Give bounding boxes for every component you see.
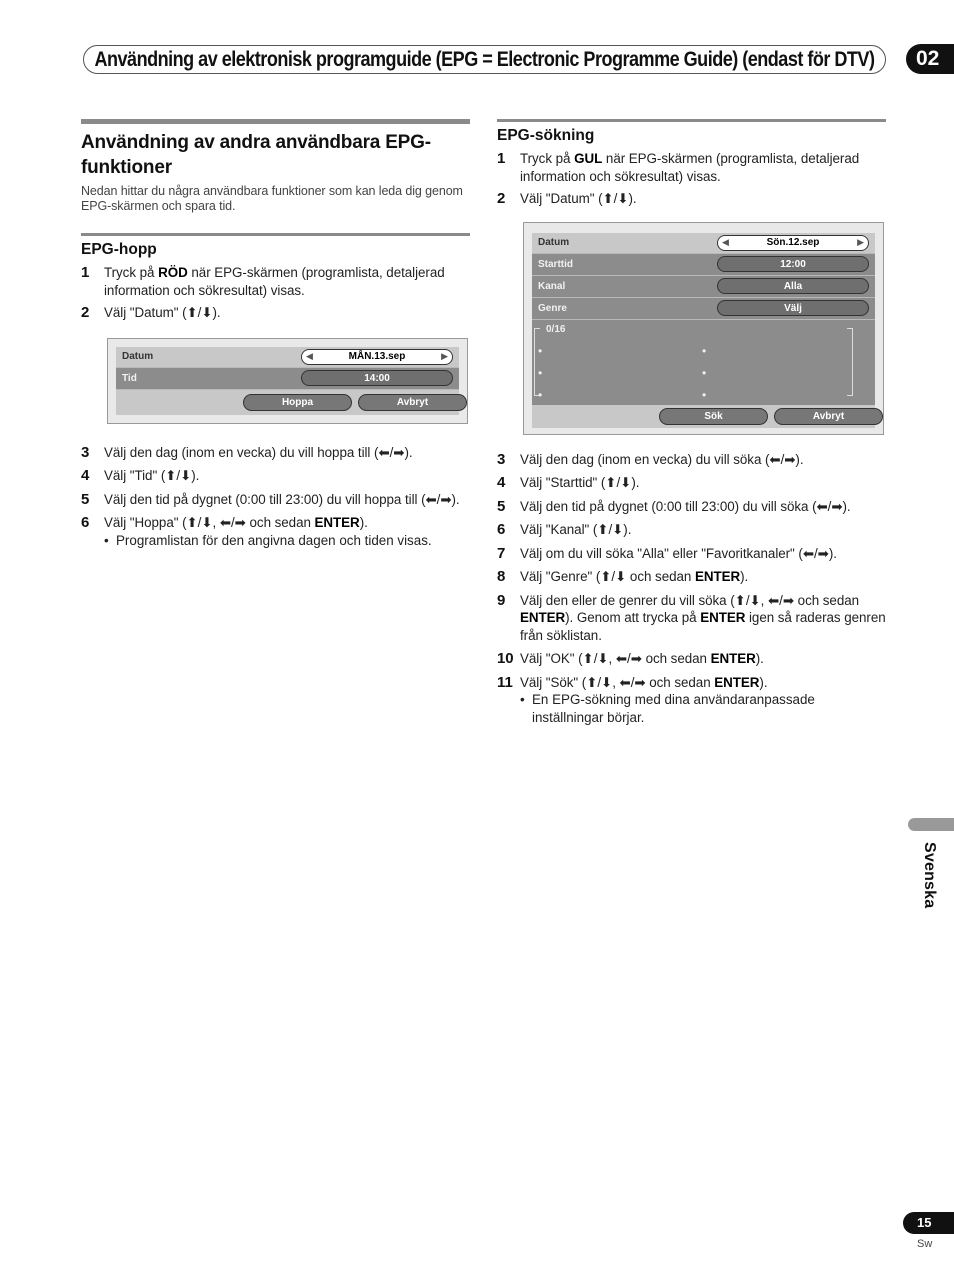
section-intro: Nedan hittar du några användbara funktioner som kan leda dig genom EPG-skärmen och spara tid. — [81, 184, 463, 213]
genre-count: 0/16 — [546, 323, 566, 335]
screen-row-starttid — [532, 254, 875, 276]
step-text: Välj "Hoppa" (⬆/⬇, ⬅/➡ och sedan — [104, 515, 315, 530]
step-item — [497, 190, 886, 208]
step-number: 10 — [497, 650, 514, 667]
language-tab — [908, 818, 954, 831]
epg-jump-screen — [107, 338, 468, 424]
list-item-dot: • — [538, 343, 543, 358]
step-text: Välj "Kanal" (⬆/⬇). — [520, 522, 632, 537]
screen-row-kanal — [532, 276, 875, 298]
step-number: 1 — [497, 150, 506, 167]
step-item — [497, 545, 886, 563]
step-number: 9 — [497, 591, 506, 609]
step-number: 6 — [497, 521, 506, 538]
step-text: Välj "Tid" (⬆/⬇). — [104, 468, 200, 483]
step-number: 8 — [497, 568, 506, 585]
epg-search-screen — [523, 222, 884, 435]
step-text: Tryck på — [520, 151, 575, 166]
date-value: MÅN.13.sep — [348, 351, 406, 362]
bullet-item — [81, 532, 470, 550]
step-item — [81, 467, 470, 485]
step-text: Välj "Sök" (⬆/⬇, ⬅/➡ och sedan — [520, 674, 715, 690]
key-label: RÖD — [158, 265, 188, 280]
step-item — [81, 491, 470, 509]
bullet-text: En EPG-sökning med dina användaranpassade inställningar börjar. — [532, 692, 815, 725]
step-number: 5 — [81, 490, 90, 508]
step-text: ). — [759, 674, 768, 690]
list-bracket — [534, 328, 543, 396]
section-rule — [81, 119, 470, 124]
screen-row-label: Datum — [538, 237, 570, 248]
key-label: ENTER — [314, 515, 360, 530]
bullet-item — [497, 691, 886, 726]
key-label: ENTER — [714, 674, 760, 690]
step-text: Tryck på — [104, 265, 159, 280]
date-selector[interactable] — [717, 235, 869, 251]
section-title: Användning av andra användbara EPG-funktioner — [81, 132, 431, 178]
list-item-dot: • — [702, 343, 707, 358]
arrow-left-icon: ◀ — [722, 237, 729, 247]
step-text: igen så raderas genren från söklistan. — [520, 610, 886, 643]
bullet-text: Programlistan för den angivna dagen och tiden visas. — [116, 532, 432, 548]
step-item — [497, 451, 886, 469]
list-item-dot: • — [702, 387, 707, 402]
step-item — [497, 568, 886, 586]
key-label: GUL — [574, 151, 603, 166]
step-number: 2 — [81, 304, 90, 321]
screen-row-tid — [116, 368, 459, 390]
avbryt-button[interactable]: Avbryt — [774, 408, 883, 425]
subsection-title-epg-sokning: EPG-sökning — [497, 127, 595, 144]
screen-row-label: Datum — [122, 351, 154, 362]
step-text: Välj den dag (inom en vecka) du vill söka (⬅/➡). — [520, 451, 804, 467]
subsection-rule — [497, 119, 886, 122]
step-item — [497, 498, 886, 516]
step-item — [81, 514, 470, 532]
step-number: 11 — [497, 673, 513, 691]
list-item-dot: • — [538, 365, 543, 380]
header-title: Användning av elektronisk programguide (EPG = Electronic Programme Guide) (endast för DTV) — [94, 47, 875, 71]
epg-hopp-steps — [81, 264, 470, 322]
genre-field[interactable]: Välj — [717, 300, 869, 316]
step-text: Välj "Datum" (⬆/⬇). — [104, 305, 221, 320]
step-text: ). — [740, 569, 749, 584]
step-text: Välj "Genre" (⬆/⬇ och sedan — [520, 569, 695, 584]
list-bracket — [847, 328, 853, 396]
subsection-rule — [81, 233, 470, 236]
step-number: 6 — [81, 514, 90, 531]
language-label: Svenska — [921, 842, 938, 909]
key-label: ENTER — [520, 610, 566, 625]
kanal-field[interactable]: Alla — [717, 278, 869, 294]
step-text: Välj om du vill söka "Alla" eller "Favoritkanaler" (⬅/➡). — [520, 545, 837, 561]
step-text: Välj "OK" (⬆/⬇, ⬅/➡ och sedan — [520, 651, 711, 666]
step-item — [497, 474, 886, 492]
step-text: ). — [755, 651, 764, 666]
step-number: 1 — [81, 264, 90, 281]
sok-button[interactable]: Sök — [659, 408, 768, 425]
step-item — [81, 264, 470, 299]
list-item-dot: • — [702, 365, 707, 380]
screen-row-label: Genre — [538, 302, 567, 314]
step-item — [497, 150, 886, 185]
screen-row-label: Tid — [122, 372, 137, 384]
date-selector[interactable] — [301, 349, 453, 365]
step-item — [497, 674, 886, 692]
screen-row-datum — [532, 233, 875, 254]
key-label: ENTER — [694, 569, 741, 584]
page-language-code: Sw — [917, 1238, 933, 1250]
screen-row-datum — [116, 347, 459, 368]
step-item — [81, 444, 470, 462]
step-text: Välj den dag (inom en vecka) du vill hoppa till (⬅/➡). — [104, 444, 413, 460]
step-text: när EPG-skärmen (programlista, detaljerad information och sökresultat) visas. — [520, 151, 860, 184]
screen-row-genre — [532, 298, 875, 320]
step-number: 4 — [497, 474, 506, 491]
genre-results-list — [532, 320, 875, 405]
bullet-icon: • — [104, 532, 109, 548]
step-number: 2 — [497, 190, 506, 207]
step-text: Välj "Datum" (⬆/⬇). — [520, 191, 637, 206]
time-field[interactable]: 14:00 — [301, 370, 453, 386]
step-number: 7 — [497, 544, 506, 562]
page-number: 15 — [903, 1212, 954, 1234]
arrow-right-icon: ▶ — [441, 351, 448, 361]
hoppa-button[interactable]: Hoppa — [243, 394, 352, 411]
step-text: ). — [359, 515, 368, 530]
step-item — [497, 521, 886, 539]
key-label: ENTER — [710, 651, 756, 666]
right-column — [497, 119, 886, 726]
starttid-field[interactable]: 12:00 — [717, 256, 869, 272]
step-number: 4 — [81, 467, 90, 484]
step-text: när EPG-skärmen (programlista, detaljerad information och sökresultat) visas. — [104, 265, 445, 298]
screen-row-label: Starttid — [538, 258, 573, 270]
step-number: 5 — [497, 497, 506, 515]
list-item-dot: • — [538, 387, 543, 402]
arrow-left-icon: ◀ — [306, 351, 313, 361]
step-text: Välj den tid på dygnet (0:00 till 23:00) du vill hoppa till (⬅/➡). — [104, 491, 460, 507]
step-number: 3 — [81, 443, 90, 461]
header-title-bar — [83, 45, 886, 74]
step-item — [497, 592, 886, 645]
step-number: 3 — [497, 450, 506, 468]
key-label: ENTER — [700, 610, 746, 625]
step-item — [497, 650, 886, 668]
bullet-icon: • — [520, 692, 525, 707]
avbryt-button[interactable]: Avbryt — [358, 394, 467, 411]
arrow-right-icon: ▶ — [857, 237, 864, 247]
step-text: Välj "Starttid" (⬆/⬇). — [520, 475, 640, 490]
step-item — [81, 304, 470, 322]
chapter-badge: 02 — [906, 44, 954, 74]
step-text: Välj den tid på dygnet (0:00 till 23:00) du vill söka (⬅/➡). — [520, 498, 851, 514]
step-text: Välj den eller de genrer du vill söka (⬆/⬇, ⬅/➡ och sedan — [520, 592, 860, 608]
step-text: ). Genom att trycka på — [565, 610, 701, 625]
date-value: Sön.12.sep — [766, 237, 820, 248]
screen-row-label: Kanal — [538, 280, 566, 292]
left-column — [81, 119, 470, 549]
subsection-title-epg-hopp: EPG-hopp — [81, 241, 157, 258]
